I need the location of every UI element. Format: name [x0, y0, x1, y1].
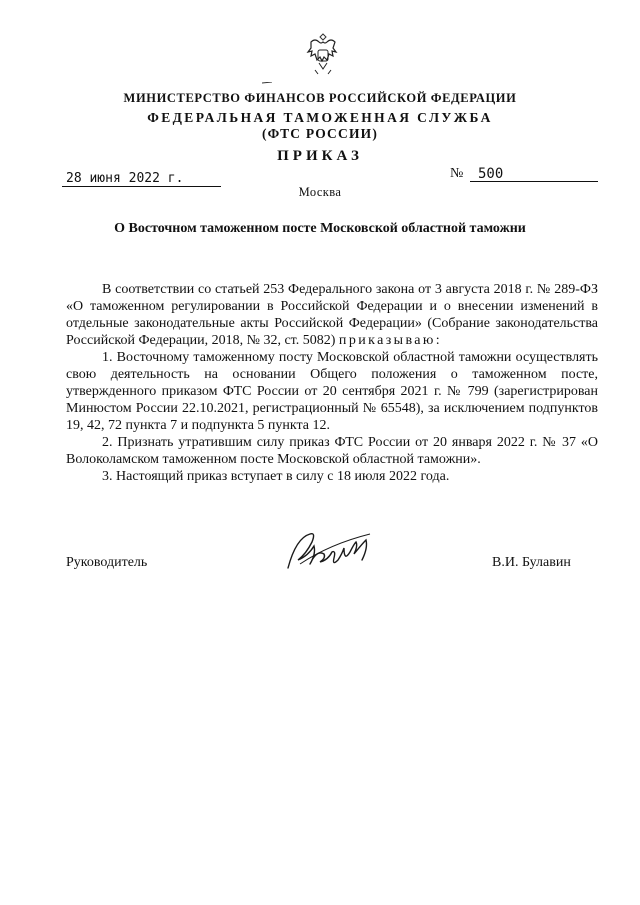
order-body: [66, 281, 598, 485]
preamble: В соответствии со статьей 253 Федерального закона от 3 августа 2018 г. № 289-ФЗ «О таможенном регулировании в Российской Федерации и о внесении изменений в отдельные законодательные акты Российской Федерации» (Собрание законодательства Российской Федерации, 2018, № 32, ст. 5082) приказываю:: [66, 282, 598, 348]
handwritten-signature: [280, 520, 405, 580]
service-short-title: (ФТС РОССИИ): [261, 126, 379, 141]
signer-role: Руководитель: [66, 555, 148, 570]
service-title: ФЕДЕРАЛЬНАЯ ТАМОЖЕННАЯ СЛУЖБА: [147, 110, 493, 125]
order-word: приказываю:: [338, 333, 443, 348]
mark: [262, 71, 272, 73]
item-2: 2. Признать утратившим силу приказ ФТС России от 20 января 2022 г. № 37 «О Волоколамском таможенном посте Московской областной таможни».: [66, 435, 598, 467]
order-subject: О Восточном таможенном посте Московской областной таможни: [114, 221, 526, 236]
coat-of-arms-icon: [303, 30, 343, 78]
order-number: 500: [470, 166, 598, 182]
order-date: 28 июня 2022 г.: [62, 171, 221, 187]
item-3: 3. Настоящий приказ вступает в силу с 18 июля 2022 года.: [102, 469, 450, 484]
order-number-label: №: [450, 166, 464, 181]
document-type: ПРИКАЗ: [277, 148, 363, 164]
ministry-title: МИНИСТЕРСТВО ФИНАНСОВ РОССИЙСКОЙ ФЕДЕРАЦИИ: [123, 91, 517, 105]
item-1: 1. Восточному таможенному посту Московской областной таможни осуществлять свою деятельность на основании Общего положения о таможенном посте, утвержденного приказом ФТС России от 20 сентября 2021 г. № 799 (зарегистрирован Минюстом России 22.10.2021, регистрационный № 65548), за исключением подпунктов 19, 42, 72 пункта 7 и подпункта 5 пункта 12.: [66, 350, 598, 433]
signer-name: В.И. Булавин: [492, 555, 571, 570]
city: Москва: [298, 185, 342, 199]
